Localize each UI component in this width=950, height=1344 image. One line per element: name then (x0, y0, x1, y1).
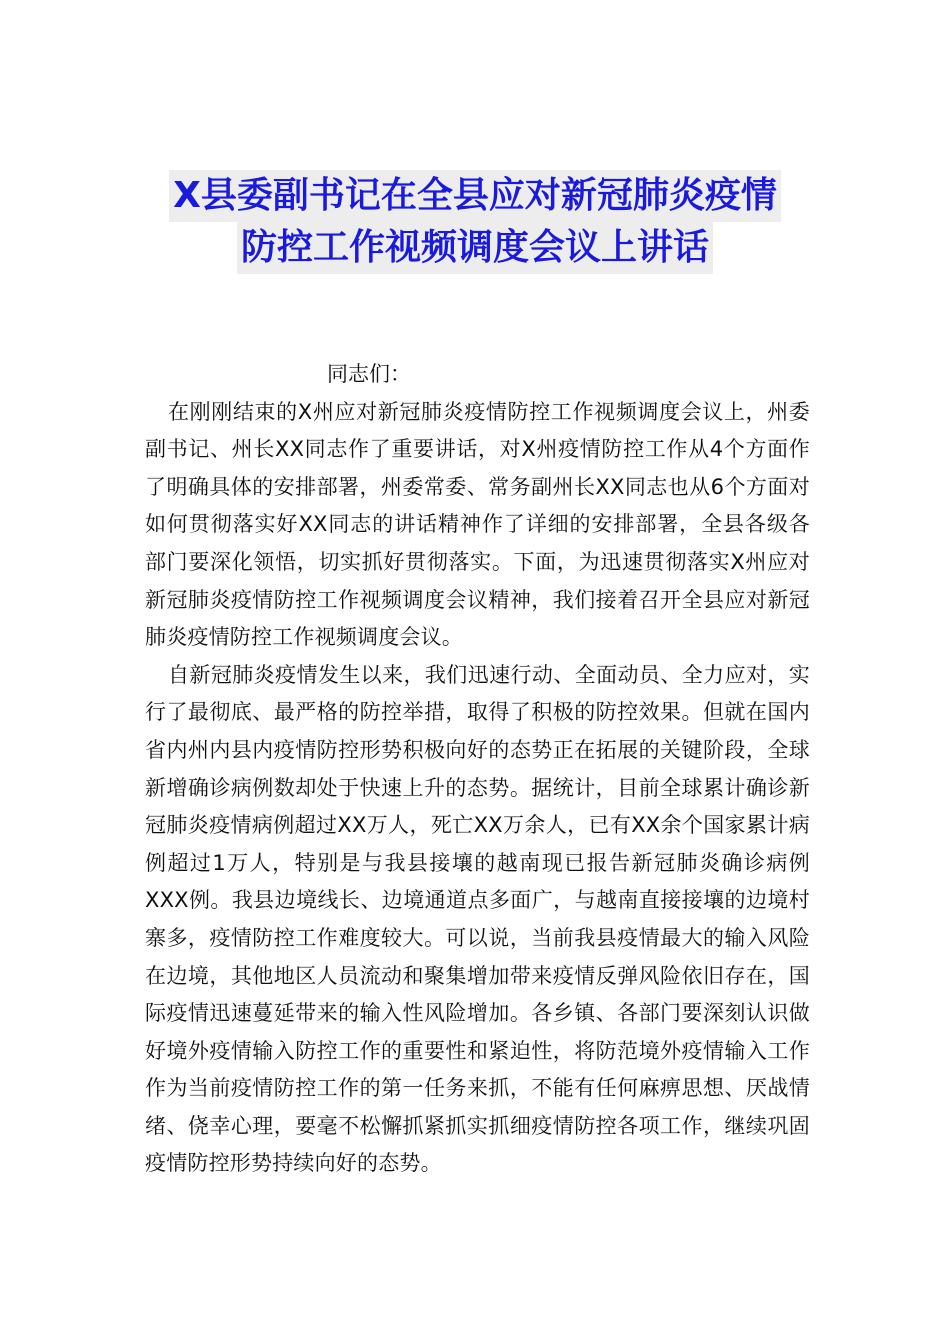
salutation: 同志们： (327, 362, 411, 386)
paragraph-2: 自新冠肺炎疫情发生以来，我们迅速行动、全面动员、全力应对，实行了最彻底、最严格的防控举措，取得了积极的防控效果。但就在国内省内州内县内疫情防控形势积极向好的态势正在拓展的关键阶段，全球新增确诊病例数却处于快速上升的态势。据统计，目前全球累计确诊新冠肺炎疫情病例超过XX万人，死亡XX万余人，已有XX余个国家累计病例超过1万人，特别是与我县接壤的越南现已报告新冠肺炎确诊病例XXX例。我县边境线长、边境通道点多面广，与越南直接接壤的边境村寨多，疫情防控工作难度较大。可以说，当前我县疫情最大的输入风险在边境，其他地区人员流动和聚集增加带来疫情反弹风险依旧存在，国际疫情迅速蔓延带来的输入性风险增加。各乡镇、各部门要深刻认识做好境外疫情输入防控工作的重要性和紧迫性，将防范境外疫情输入工作作为当前疫情防控工作的第一任务来抓，不能有任何麻痹思想、厌战情绪、侥幸心理，要毫不松懈抓紧抓实抓细疫情防控各项工作，继续巩固疫情防控形势持续向好的态势。 (145, 662, 810, 1176)
title-line-2: 防控工作视频调度会议上讲话 (237, 222, 713, 274)
title-line-1: X县委副书记在全县应对新冠肺炎疫情 (169, 170, 781, 222)
document-body (145, 356, 810, 1183)
document-title (0, 170, 950, 274)
paragraph-1: 在刚刚结束的X州应对新冠肺炎疫情防控工作视频调度会议上，州委副书记、州长XX同志作了重要讲话，对X州疫情防控工作从4个方面作了明确具体的安排部署，州委常委、常务副州长XX同志也从6个方面对如何贯彻落实好XX同志的讲话精神作了详细的安排部署，全县各级各部门要深化领悟，切实抓好贯彻落实。下面，为迅速贯彻落实X州应对新冠肺炎疫情防控工作视频调度会议精神，我们接着召开全县应对新冠肺炎疫情防控工作视频调度会议。 (145, 399, 810, 650)
